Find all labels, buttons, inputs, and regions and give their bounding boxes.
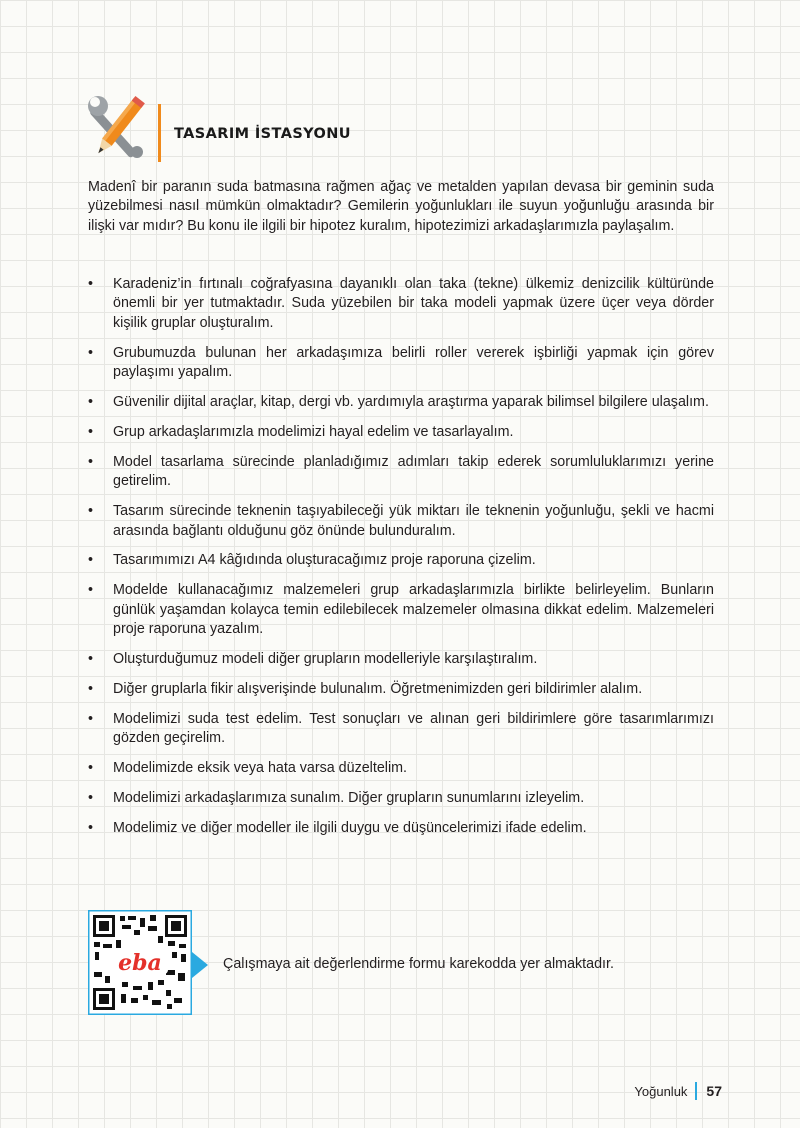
- bullet-icon: •: [88, 651, 94, 668]
- list-item-text: Model tasarlama sürecinde planladığımız adımları takip ederek sorumluluklarımızı yerine getirelim.: [113, 453, 714, 490]
- bullet-icon: •: [88, 276, 94, 292]
- list-item: [88, 650, 714, 669]
- bullet-icon: •: [88, 394, 94, 411]
- arrow-icon: [192, 952, 208, 978]
- bullet-icon: •: [88, 503, 94, 520]
- list-item: [88, 275, 714, 333]
- bullet-icon: •: [88, 552, 94, 569]
- qr-description: Çalışmaya ait değerlendirme formu karekodda yer almaktadır.: [223, 956, 614, 972]
- list-item: [88, 581, 714, 639]
- list-item-text: Oluşturduğumuz modeli diğer grupların modelleriyle karşılaştıralım.: [113, 651, 538, 668]
- list-item: [88, 789, 714, 808]
- list-item-text: Tasarım sürecinde teknenin taşıyabileceği yük miktarı ile teknenin yoğunluğu, şekli ve hacmi arasında bağlantı olduğunu göz önünde bulunduralım.: [113, 503, 714, 539]
- bullet-icon: •: [88, 760, 94, 777]
- page-footer: [634, 1082, 722, 1100]
- list-item-text: Güvenilir dijital araçlar, kitap, dergi vb. yardımıyla araştırma yaparak bilimsel bilgilere ulaşalım.: [113, 394, 709, 411]
- tools-icon: [86, 92, 150, 164]
- footer-divider: [695, 1082, 697, 1100]
- list-item: [88, 759, 714, 778]
- footer-section-name: Yoğunluk: [634, 1083, 688, 1099]
- list-item: [88, 344, 714, 383]
- list-item: [88, 710, 714, 749]
- bullet-icon: •: [88, 453, 94, 470]
- list-item-text: Tasarımımızı A4 kâğıdında oluşturacağımız proje raporuna çizelim.: [113, 552, 536, 569]
- bullet-icon: •: [88, 820, 94, 837]
- intro-paragraph: Madenî bir paranın suda batmasına rağmen ağaç ve metalden yapılan devasa bir geminin suda yüzebilmesi nasıl mümkün olmaktadır? Gemilerin yoğunlukları ile suyun yoğunluğu arasında bir ilişki var mıdır? Bu konu ile ilgili bir hipotez kuralım, hipotezimizi arkadaşlarımızla paylaşalım.: [88, 179, 714, 234]
- list-item: [88, 819, 714, 838]
- list-item-text: Modelimizde eksik veya hata varsa düzeltelim.: [113, 760, 408, 777]
- list-item: [88, 551, 714, 570]
- bullet-icon: •: [88, 790, 94, 807]
- list-item-text: Diğer gruplarla fikir alışverişinde bulunalım. Öğretmenimizden geri bildirimler alalım.: [113, 681, 643, 697]
- section-header: [86, 92, 386, 166]
- list-item-text: Grup arkadaşlarımızla modelimizi hayal edelim ve tasarlayalım.: [113, 423, 514, 440]
- list-item-text: Modelde kullanacağımız malzemeleri grup arkadaşlarımızla birlikte belirleyelim. Bunların günlük yaşamdan kolayca temin edilebilecek malzemeler olmasına dikkat edelim. Malzemeleri proje raporuna yazalım.: [113, 582, 714, 638]
- bullet-icon: •: [88, 582, 94, 599]
- bullet-icon: •: [88, 681, 94, 697]
- list-item: [88, 393, 714, 412]
- bullet-icon: •: [88, 710, 94, 727]
- list-item: [88, 423, 714, 442]
- list-item: [88, 453, 714, 492]
- bullet-icon: •: [88, 423, 94, 440]
- list-item: [88, 502, 714, 541]
- list-item-text: Modelimizi arkadaşlarımıza sunalım. Diğer grupların sunumlarını izleyelim.: [113, 790, 585, 807]
- list-item-text: Modelimizi suda test edelim. Test sonuçları ve alınan geri bildirimlere göre tasarımlarımızı gözden geçirelim.: [113, 710, 714, 747]
- list-item-text: Modelimiz ve diğer modeller ile ilgili duygu ve düşüncelerimizi ifade edelim.: [113, 820, 587, 837]
- list-item: [88, 680, 714, 699]
- list-item-text: Karadeniz’in fırtınalı coğrafyasına dayanıklı olan taka (tekne) ülkemiz denizcilik kültüründe önemli bir yer tutmaktadır. Suda yüzebilen bir taka modeli yapmak üzere üçer veya dörder kişilik gruplar oluşturalım.: [113, 276, 714, 331]
- instruction-list: [88, 275, 714, 849]
- qr-code[interactable]: [88, 910, 192, 1015]
- eba-logo: eba: [118, 950, 162, 976]
- header-divider: [158, 104, 161, 162]
- section-title: TASARIM İSTASYONU: [174, 126, 351, 142]
- list-item-text: Grubumuzda bulunan her arkadaşımıza belirli roller vererek işbirliği yapmak için görev paylaşımı yapalım.: [113, 344, 714, 381]
- bullet-icon: •: [88, 344, 94, 361]
- page-number: 57: [706, 1083, 722, 1099]
